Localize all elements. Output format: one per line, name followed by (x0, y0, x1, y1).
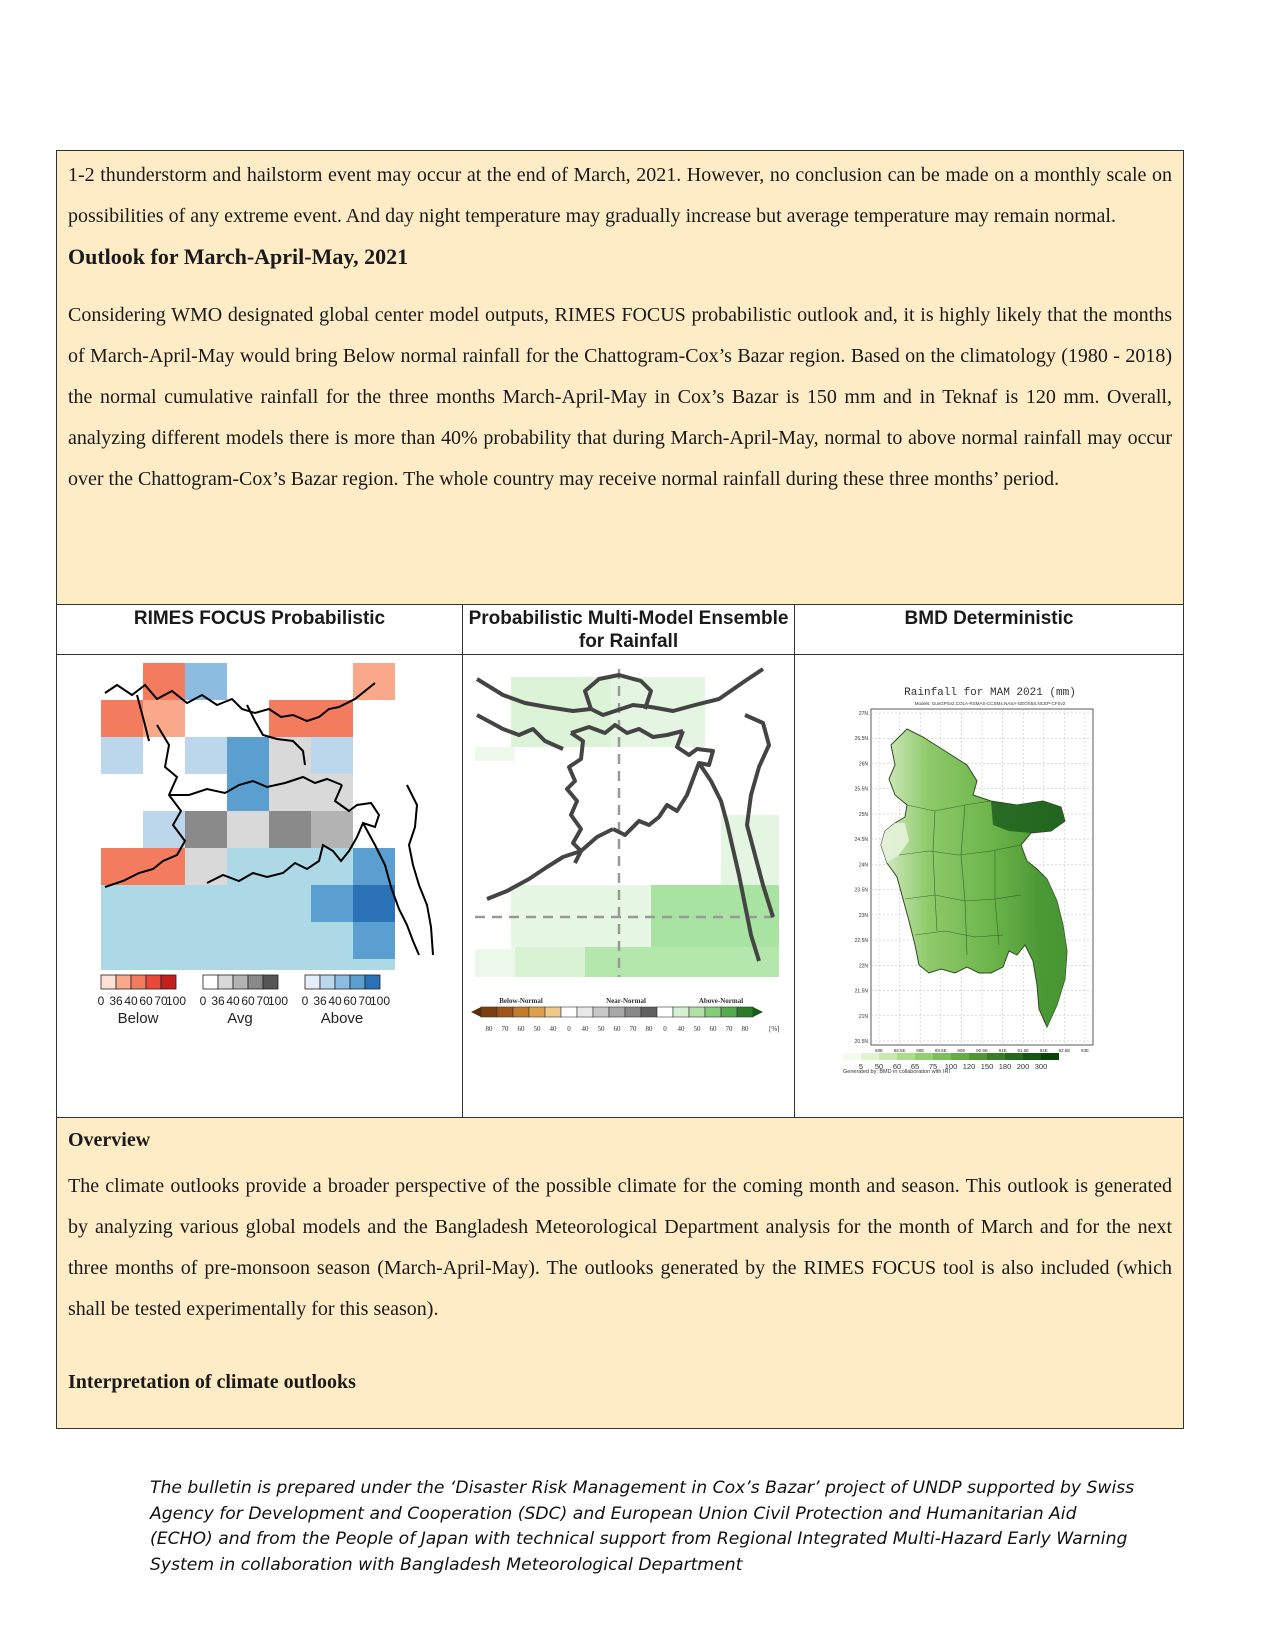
mme-legend-tick: 80 (645, 1025, 653, 1033)
rimes-legend-tick: 60 (343, 994, 357, 1008)
rimes-legend-tick: 36 (211, 994, 225, 1008)
outlook-heading: Outlook for March-April-May, 2021 (68, 244, 409, 269)
interpretation-heading: Interpretation of climate outlooks (68, 1371, 356, 1393)
bmd-colorbar-tick: 200 (1016, 1062, 1030, 1071)
bmd-lon-tick: 90.5E (976, 1048, 988, 1053)
bmd-lat-tick: 23N (858, 912, 868, 919)
rimes-legend-group-name: Below (117, 1010, 159, 1027)
mme-legend-tick: 60 (709, 1025, 717, 1033)
rimes-legend-tick: 40 (328, 994, 342, 1008)
rimes-legend-tick: 36 (109, 994, 123, 1008)
bmd-lat-tick: 23.5N (854, 887, 868, 894)
bmd-map-subtitle: Models: GunGPSv2,COLA-RSMAS-CCSM4,NASA-GEOS5S,NCEP-CFSv2 (914, 701, 1066, 706)
mme-legend-tick: 0 (567, 1025, 571, 1033)
mme-legend-tick: 50 (693, 1025, 701, 1033)
bmd-lat-tick: 26.5N (854, 736, 868, 743)
bmd-lon-tick: 90E (957, 1048, 966, 1053)
rimes-map-panel (57, 655, 462, 1115)
mme-legend-tick: 80 (485, 1025, 493, 1033)
mme-legend-tick: 70 (629, 1025, 637, 1033)
bmd-lon-tick: 91E (998, 1048, 1007, 1053)
mme-legend-tick: 50 (597, 1025, 605, 1033)
mme-legend-unit: [%] (769, 1025, 780, 1033)
bmd-header: BMD Deterministic (795, 605, 1183, 655)
rimes-legend-tick: 60 (139, 994, 153, 1008)
footer-note: The bulletin is prepared under the ‘Disaster Risk Management in Cox’s Bazar’ project of UNDP supported by Swiss Agency for Development and Cooperation (SDC) and European Union Civil Protection and Humanitarian Aid (ECHO) and from the People of Japan with technical support from Regional Integrated Multi-Hazard Early Warning System in collaboration with Bangladesh Meteorological Department (150, 1478, 1135, 1575)
bmd-credit: Generated by: BMD in collaboration with IRI (843, 1069, 950, 1075)
mme-legend-category: Near-Normal (606, 997, 646, 1005)
bmd-colorbar-tick: 75 (928, 1062, 938, 1071)
mme-legend-category: Below-Normal (499, 997, 543, 1005)
mme-map-panel (463, 655, 794, 1115)
intro-paragraph: 1-2 thunderstorm and hailstorm event may occur at the end of March, 2021. However, no conclusion can be made on a monthly scale on possibilities of any extreme event. And day night temperature may gradually increase but average temperature may remain normal. (68, 164, 1172, 227)
bmd-lon-tick: 93E (1080, 1048, 1090, 1053)
rimes-legend-tick: 0 (199, 994, 207, 1008)
overview-section (57, 1118, 1183, 1428)
rimes-header: RIMES FOCUS Probabilistic (57, 605, 462, 655)
bmd-lat-tick: 22N (858, 963, 868, 970)
bmd-lon-tick: 88.5E (893, 1048, 906, 1053)
bmd-lon-tick: 92E (1039, 1048, 1048, 1053)
mme-legend-tick: 80 (741, 1025, 749, 1033)
outlook-section (57, 151, 1183, 605)
bmd-lon-tick: 91.5E (1017, 1048, 1030, 1053)
mme-legend-tick: 60 (613, 1025, 621, 1033)
rimes-legend-tick: 0 (97, 994, 105, 1008)
rimes-legend-tick: 40 (226, 994, 240, 1008)
mme-legend-category: Above-Normal (698, 997, 744, 1005)
mme-column (462, 605, 794, 1117)
rimes-legend-tick: 40 (124, 994, 138, 1008)
rimes-legend-group-name: Above (320, 1010, 364, 1027)
mme-legend-tick: 40 (677, 1025, 685, 1033)
mme-legend-tick: 40 (549, 1025, 557, 1033)
overview-heading: Overview (68, 1129, 151, 1151)
mme-legend-tick: 50 (533, 1025, 541, 1033)
bmd-colorbar-tick: 150 (980, 1062, 994, 1071)
rimes-legend-tick: 100 (165, 994, 187, 1008)
mme-legend-tick: 70 (725, 1025, 733, 1033)
bmd-map-title: Rainfall for MAM 2021 (mm) (904, 687, 1076, 699)
bmd-lat-tick: 24.5N (854, 837, 868, 844)
bmd-colorbar-tick: 180 (998, 1062, 1012, 1071)
rimes-legend-tick: 36 (313, 994, 327, 1008)
bmd-lat-tick: 27N (858, 711, 868, 717)
rimes-legend-tick: 100 (267, 994, 289, 1008)
rimes-legend-tick: 70 (154, 994, 168, 1008)
rimes-legend-tick: 0 (301, 994, 309, 1008)
mme-legend-tick: 0 (663, 1025, 667, 1033)
bmd-lat-tick: 22.5N (854, 938, 868, 945)
rimes-probabilistic-map (57, 655, 462, 1115)
rimes-column (57, 605, 462, 1117)
bmd-lat-tick: 24N (858, 862, 868, 869)
bmd-colorbar-tick: 65 (910, 1062, 920, 1071)
rimes-legend-tick: 70 (256, 994, 270, 1008)
bmd-lat-tick: 25N (858, 811, 868, 818)
bmd-colorbar-tick: 120 (962, 1062, 976, 1071)
bmd-lon-tick: 88E (874, 1048, 884, 1053)
mme-header: Probabilistic Multi-Model Ensemble for Rainfall (463, 605, 794, 655)
bmd-column (794, 605, 1183, 1117)
bmd-lat-tick: 21.5N (854, 988, 868, 995)
bmd-lat-tick: 26N (858, 761, 868, 768)
bmd-colorbar-tick: 50 (874, 1062, 884, 1071)
mme-rainfall-map (463, 655, 795, 1115)
outlook-paragraph: Considering WMO designated global center model outputs, RIMES FOCUS probabilistic outlook and, it is highly likely that the months of March-April-May would bring Below normal rainfall for the Chattogram-Cox’s Bazar region. Based on the climatology (1980 - 2018) the normal cumulative rainfall for the three months March-April-May in Cox’s Bazar is 150 mm and in Teknaf is 120 mm. Overall, analyzing different models there is more than 40% probability that during March-April-May, normal to above normal rainfall may occur over the Chattogram-Cox’s Bazar region. The whole country may receive normal rainfall during these three months’ period. (68, 304, 1172, 490)
bmd-rainfall-map (795, 655, 1184, 1115)
mme-legend-tick: 70 (501, 1025, 509, 1033)
overview-paragraph: The climate outlooks provide a broader perspective of the possible climate for the coming month and season. This outlook is generated by analyzing various global models and the Bangladesh Meteorological Department analysis for the month of March and for the next three months of pre-monsoon season (March-April-May). The outlooks generated by the RIMES FOCUS tool is also included (which shall be tested experimentally for this season). (68, 1175, 1172, 1320)
bmd-lon-tick: 92.5E (1058, 1048, 1071, 1053)
bmd-map-panel (795, 655, 1183, 1115)
bmd-colorbar-tick: 300 (1034, 1062, 1048, 1071)
bmd-colorbar-tick: 60 (892, 1062, 902, 1071)
bulletin-table (56, 150, 1184, 1429)
bmd-colorbar-tick: 5 (858, 1062, 864, 1071)
bmd-lat-tick: 20.5N (854, 1039, 868, 1045)
bmd-lon-tick: 89E (916, 1048, 925, 1053)
mme-legend-tick: 60 (517, 1025, 525, 1033)
rimes-legend-tick: 70 (358, 994, 372, 1008)
maps-row (57, 605, 1183, 1118)
bmd-lon-tick: 89.5E (934, 1048, 947, 1053)
bmd-lat-tick: 25.5N (854, 786, 868, 793)
rimes-legend-group-name: Avg (227, 1010, 253, 1027)
rimes-legend-tick: 60 (241, 994, 255, 1008)
mme-legend-tick: 40 (581, 1025, 589, 1033)
rimes-legend-tick: 100 (369, 994, 391, 1008)
bmd-colorbar-tick: 100 (944, 1062, 958, 1071)
bmd-lat-tick: 21N (858, 1013, 868, 1020)
